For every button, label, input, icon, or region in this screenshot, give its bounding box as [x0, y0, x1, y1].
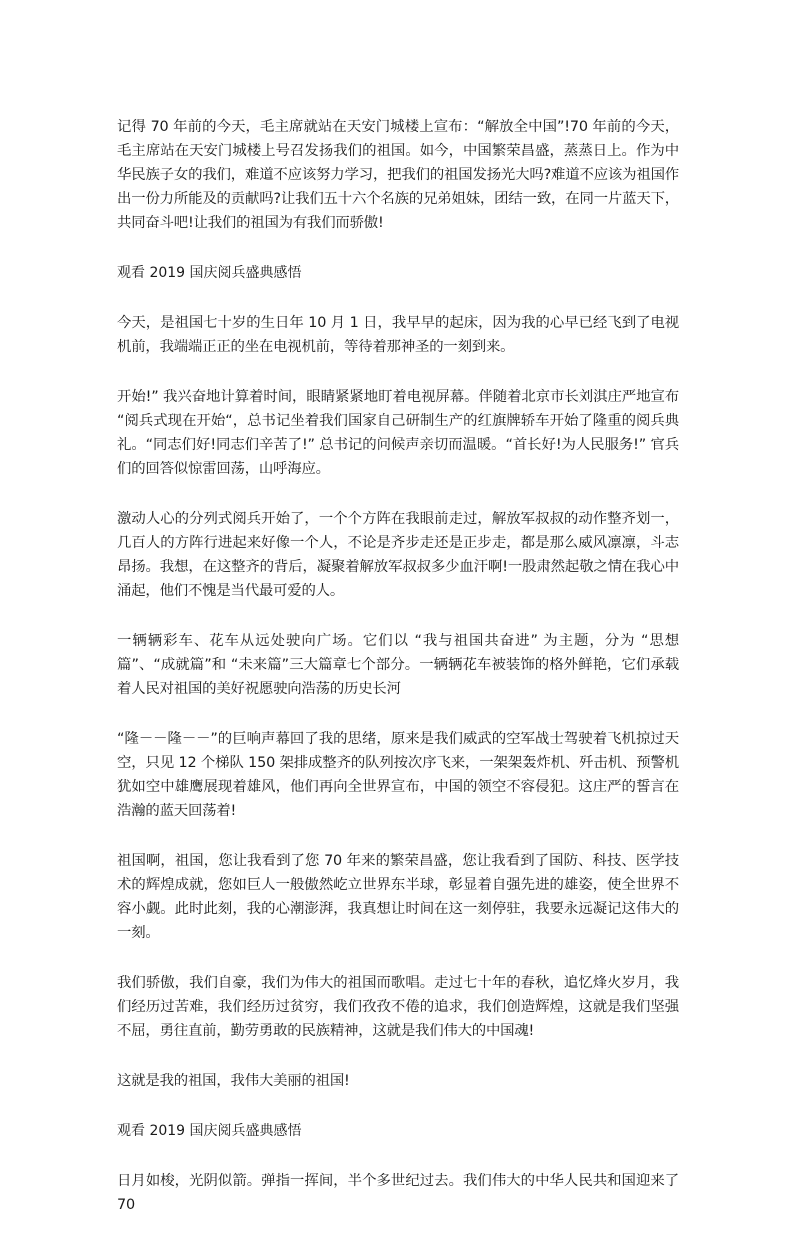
paragraph-ceremony-start: 开始!” 我兴奋地计算着时间，眼睛紧紧地盯着电视屏幕。伴随着北京市长刘淇庄严地宣布 “阅兵式现在开始“，总书记坐着我们国家自己研制生产的红旗牌轿车开始了隆重的阅兵典礼。“同志们好!同志们辛苦了!” 总书记的问候声亲切而温暖。“首长好!为人民服务!” 官兵们的回答似惊雷回荡，山呼海应。 — [117, 389, 679, 477]
paragraph-march-past: 激动人心的分列式阅兵开始了，一个个方阵在我眼前走过，解放军叔叔的动作整齐划一，几百人的方阵行进起来好像一个人，不论是齐步走还是正步走，都是那么威风凛凛，斗志昂扬。我想，在这整齐的背后，凝聚着解放军叔叔多少血汗啊!一股肃然起敬之情在我心中涌起，他们不愧是当代最可爱的人。 — [117, 511, 679, 599]
paragraph-conclusion: 这就是我的祖国，我伟大美丽的祖国! — [117, 1073, 350, 1089]
section-heading-2: 观看 2019 国庆阅兵盛典感悟 — [117, 1123, 302, 1139]
paragraph-floats: 一辆辆彩车、花车从远处驶向广场。它们以 “我与祖国共奋进” 为主题，分为 “思想篇”、“成就篇”和 “未来篇”三大篇章七个部分。一辆辆花车被装饰的格外鲜艳，它们承载着人民对祖国的美好祝愿驶向浩荡的历史长河 — [117, 633, 679, 697]
paragraph-time-flies: 日月如梭，光阴似箭。弹指一挥间，半个多世纪过去。我们伟大的中华人民共和国迎来了 70 — [117, 1173, 679, 1213]
paragraph-motherland: 祖国啊，祖国，您让我看到了您 70 年来的繁荣昌盛，您让我看到了国防、科技、医学技术的辉煌成就，您如巨人一般傲然屹立世界东半球，彰显着自强先进的雄姿，使全世界不容小觑。此时此刻，我的心潮澎湃，我真想让时间在这一刻停驻，我要永远凝记这伟大的一刻。 — [117, 853, 679, 941]
section-heading-1: 观看 2019 国庆阅兵盛典感悟 — [117, 265, 302, 281]
paragraph-intro: 记得 70 年前的今天，毛主席就站在天安门城楼上宣布：“解放全中国”!70 年前的今天，毛主席站在天安门城楼上号召发扬我们的祖国。如今，中国繁荣昌盛，蒸蒸日上。作为中华民族子女的我们，难道不应该努力学习，把我们的祖国发扬光大吗?难道不应该为祖国作出一份力所能及的贡献吗?让我们五十六个名族的兄弟姐妹，团结一致，在同一片蓝天下，共同奋斗吧!让我们的祖国为有我们而骄傲! — [117, 119, 679, 231]
document-page — [117, 115, 679, 1243]
paragraph-air-force: “隆－－隆－－”的巨响声幕回了我的思绪，原来是我们威武的空军战士驾驶着飞机掠过天空，只见 12 个梯队 150 架排成整齐的队列按次序飞来，一架架轰炸机、歼击机、预警机犹如空中雄鹰展现着雄风，他们再向全世界宣布，中国的领空不容侵犯。这庄严的誓言在浩瀚的蓝天回荡着! — [117, 731, 679, 819]
paragraph-pride: 我们骄傲，我们自豪，我们为伟大的祖国而歌唱。走过七十年的春秋，追忆烽火岁月，我们经历过苦难，我们经历过贫穷，我们孜孜不倦的追求，我们创造辉煌，这就是我们坚强不屈，勇往直前，勤劳勇敢的民族精神，这就是我们伟大的中国魂! — [117, 975, 679, 1039]
paragraph-birthday: 今天，是祖国七十岁的生日年 10 月 1 日，我早早的起床，因为我的心早已经飞到了电视机前，我端端正正的坐在电视机前，等待着那神圣的一刻到来。 — [117, 315, 679, 355]
